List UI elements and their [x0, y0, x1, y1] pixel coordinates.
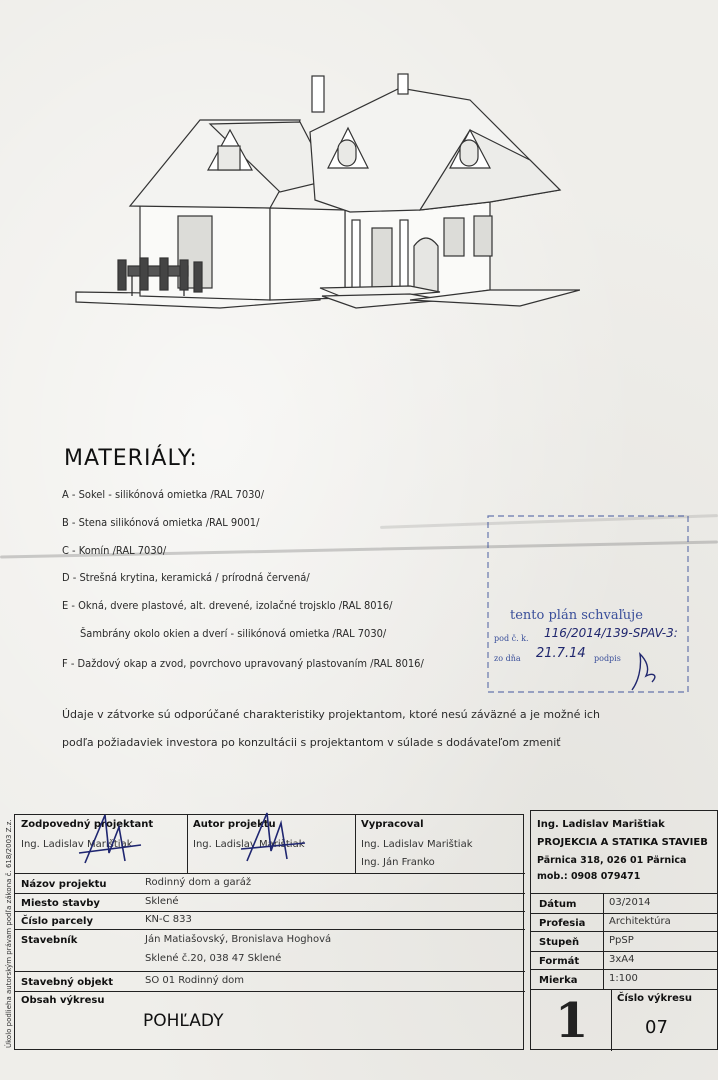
company-logo: 1 — [555, 993, 589, 1049]
format-label: Formát — [539, 956, 580, 967]
house-perspective-drawing — [60, 60, 580, 340]
material-item-f: F - Daždový okap a zvod, povrchovo upravovaný plastovaním /RAL 8016/ — [62, 657, 424, 670]
responsible-designer-label: Zodpovedný projektant — [21, 819, 154, 830]
responsible-designer-value: Ing. Ladislav Marištiak — [21, 839, 133, 850]
prepared-by-label: Vypracoval — [361, 819, 424, 830]
project-author-value: Ing. Ladislav Marištiak — [193, 839, 305, 850]
stamp-line3-suffix: podpis — [594, 654, 621, 663]
company-address: Pärnica 318, 026 01 Pärnica — [537, 855, 687, 866]
company-phone: mob.: 0908 079471 — [537, 871, 641, 882]
title-block-right — [530, 810, 718, 1050]
prepared-by-value-1: Ing. Ladislav Marištiak — [361, 839, 473, 850]
copyright-side-note: Úkolo podlieha autorským právam podľa zákona č. 618/2003 Z.z. — [5, 819, 13, 1048]
stage-value: PpSP — [609, 935, 634, 946]
drawing-content-label: Obsah výkresu — [21, 995, 105, 1006]
materials-note-line1: Údaje v zátvorke sú odporúčané charakteristiky projektantom, ktoré nesú záväzné a je možné ich — [62, 708, 600, 721]
materials-heading: MATERIÁLY: — [64, 446, 198, 471]
date-value: 03/2014 — [609, 897, 651, 908]
builder-address: Sklené č.20, 038 47 Sklené — [145, 953, 282, 964]
company-title: PROJEKCIA A STATIKA STAVIEB — [537, 837, 708, 848]
material-item-e: E - Okná, dvere plastové, alt. drevené, izolačné trojsklo /RAL 8016/ — [62, 599, 393, 612]
stamp-ref-number: 116/2014/139-SPAV-3: — [544, 626, 678, 640]
company-name: Ing. Ladislav Marištiak — [537, 819, 665, 830]
signature-icon — [75, 809, 145, 869]
project-name-value: Rodinný dom a garáž — [145, 877, 252, 888]
site-value: Sklené — [145, 896, 179, 907]
building-object-label: Stavebný objekt — [21, 977, 113, 988]
scale-label: Mierka — [539, 975, 578, 986]
site-label: Miesto stavby — [21, 898, 100, 909]
parcel-label: Číslo parcely — [21, 916, 93, 927]
material-item-a: A - Sokel - silikónová omietka /RAL 7030/ — [62, 488, 265, 501]
builder-label: Stavebník — [21, 935, 78, 946]
drawing-content-value: POHĽADY — [143, 1011, 224, 1031]
scale-value: 1:100 — [609, 973, 638, 984]
stamp-line1: tento plán schvaľuje — [510, 608, 643, 623]
builder-value: Ján Matiašovský, Bronislava Hoghová — [145, 934, 332, 945]
stamp-date: 21.7.14 — [536, 646, 586, 661]
stamp-line2-prefix: pod č. k. — [494, 634, 529, 643]
profession-label: Profesia — [539, 918, 586, 929]
project-author-label: Autor projektu — [193, 819, 276, 830]
parcel-value: KN-C 833 — [145, 914, 192, 925]
prepared-by-value-2: Ing. Ján Franko — [361, 857, 435, 868]
drawing-number-label: Číslo výkresu — [617, 993, 692, 1004]
project-name-label: Názov projektu — [21, 879, 107, 890]
stamp-line3-prefix: zo dňa — [494, 654, 521, 663]
drawing-number-value: 07 — [645, 1017, 668, 1038]
stamp-signature-icon — [624, 646, 664, 696]
date-label: Dátum — [539, 899, 577, 910]
material-item-d: D - Strešná krytina, keramická / prírodná červená/ — [62, 571, 310, 584]
material-item-b: B - Stena silikónová omietka /RAL 9001/ — [62, 516, 260, 529]
format-value: 3xA4 — [609, 954, 635, 965]
title-block-left — [14, 814, 524, 1050]
signature-icon — [239, 807, 309, 867]
stage-label: Stupeň — [539, 937, 580, 948]
materials-note-line2: podľa požiadaviek investora po konzultácii s projektantom v súlade s dodávateľom zmeniť — [62, 736, 561, 749]
material-item-e-casing: Šambrány okolo okien a dverí - silikónová omietka /RAL 7030/ — [80, 627, 387, 640]
material-item-c: C - Komín /RAL 7030/ — [62, 544, 167, 557]
profession-value: Architektúra — [609, 916, 671, 927]
building-object-value: SO 01 Rodinný dom — [145, 975, 245, 986]
approval-stamp — [484, 512, 692, 700]
